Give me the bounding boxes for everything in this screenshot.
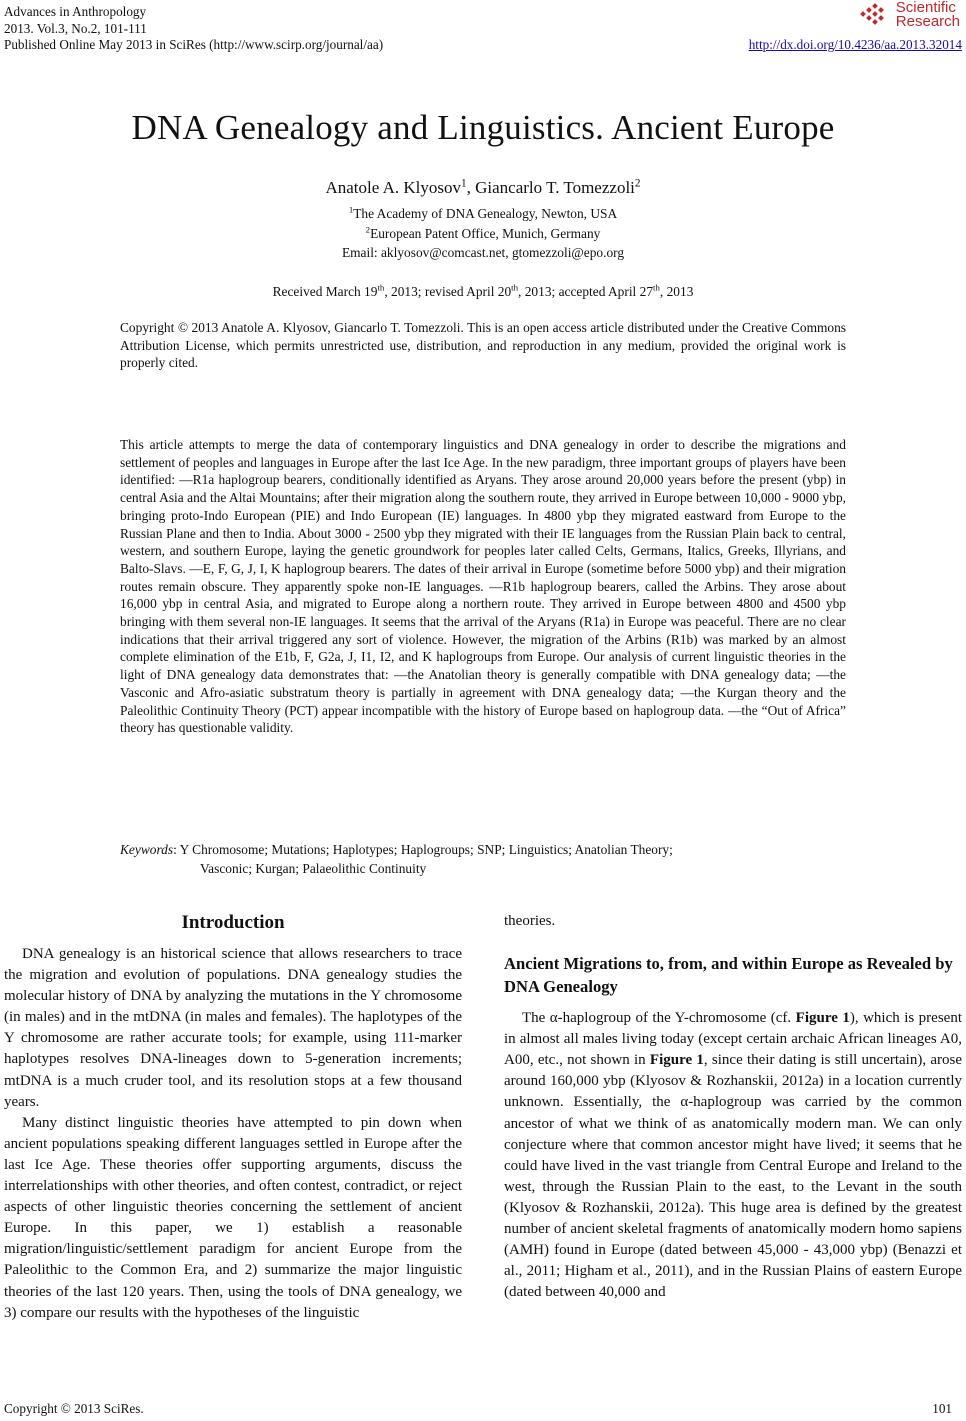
affiliation-2: $^2$European Patent Office, Munich, Germany <box>365 224 601 241</box>
diamond-cluster-icon <box>860 3 890 27</box>
intro-paragraph-1: DNA genealogy is an historical science that allows researchers to trace the migration and evolution of populations. DNA genealogy studies the molecular history of DNA by analyzing the mutations in the Y chromosome (in males) and in the mtDNA (in males and females). The haplotypes of the Y chromosome are rather accurate tools; for example, using 111-marker haplotypes resolves DNA-lineages down to 5-generation increments; mtDNA is a much cruder tool, and its resolution stops at a few thousand years. <box>4 946 462 1110</box>
section-heading-migrations: Ancient Migrations to, from, and within Europe as Revealed by DNA Genealogy <box>504 954 953 997</box>
figure-1-reference-2[interactable]: Figure 1 <box>649 1052 704 1069</box>
page-number: 101 <box>932 1401 952 1416</box>
journal-header <box>4 4 383 54</box>
abstract: This article attempts to merge the data of contemporary linguistics and DNA genealogy in order to describe the migrations and settlement of peoples and languages in Europe after the last Ice Age. In the new paradigm, three important groups of players have been identified: —R1a haplogroup bearers, conditionally identified as Aryans. They arose around 20,000 years before the present (ybp) in central Asia and the Altai Mountains; after their migration along the southern route, they arrived in Europe between 10,000 - 9000 ybp, bringing proto-Indo European (PIE) and Indo European (IE) languages. In 4800 ybp they migrated eastward from Europe to the Russian Plane and then to India. About 3000 - 2500 ybp they migrated with their IE languages from the Russian Plain back to central, western, and southern Europe, laying the genetic groundwork for peoples later called Celts, Germans, Italics, Greeks, Illyrians, and Balto-Slavs. —E, F, G, J, I, K haplogroup bearers. The dates of their arrival in Europe (sometime before 5000 ybp) and their migration routes remain obscure. They apparently spoke non-IE languages. —R1b haplogroup bearers, called the Arbins. They arose about 16,000 ybp in central Asia, and migrated to Europe along a northern route. They arrived in Europe between 4800 and 4500 ybp bringing with them several non-IE languages. It seems that the arrival of the Aryans (R1a) in Europe was peaceful. There are no clear indications that their arrival triggered any sort of violence. However, the migration of the Arbins (R1b) was marked by an almost complete elimination of the E1b, F, G2a, J, I1, I2, and K haplogroups from Europe. Our analysis of current linguistic theories in the light of DNA genealogy data demonstrates that: —the Anatolian theory is generally compatible with DNA genealogy data; —the Vasconic and Afro-asiatic substratum theory is partially in agreement with DNA genealogy data; —the Kurgan theory and the Paleolithic Continuity Theory (PCT) appear incompatible with the history of Europe based on haplogroup data. —the “Out of Africa” theory has questionable validity. <box>120 437 846 736</box>
author-1: Anatole A. Klyosov <box>325 178 461 197</box>
intro-paragraph-2: Many distinct linguistic theories have attempted to pin down when ancient populations speaking different languages settled in Europe after the last Ice Age. These theories offer supporting arguments, discuss the interrelationships with other theories, and often contest, contradict, or reject aspects of other linguistic theories concerning the settlement of ancient Europe. In this paper, we 1) establish a reasonable migration/linguistic/settlement paradigm for ancient Europe from the Paleolithic to the Common Era, and 2) summarize the major linguistic theories of the last 120 years. Then, using the tools of DNA genealogy, we 3) compare our results with the hypotheses of the linguistic <box>4 1114 462 1321</box>
journal-name: Advances in Anthropology <box>4 4 147 19</box>
journal-published-line: Published Online May 2013 in SciRes (http://www.scirp.org/journal/aa) <box>4 37 384 52</box>
intro-continued: theories. <box>504 913 556 929</box>
scientific-research-logo <box>860 1 960 29</box>
journal-volume: 2013. Vol.3, No.2, 101-111 <box>4 20 147 36</box>
keywords: Keywords: Y Chromosome; Mutations; Haplotypes; Haplogroups; SNP; Linguistics; Anatolian Theory; Vasconic; Kurgan; Palaeolithic Continuity <box>120 842 673 876</box>
figure-1-reference[interactable]: Figure 1 <box>795 1010 850 1027</box>
received-dates: Received March 19th, 2013; revised April 20th, 2013; accepted April 27th, 2013 <box>272 282 694 299</box>
author-email: Email: aklyosov@comcast.net, gtomezzoli@epo.org <box>341 245 625 260</box>
right-column <box>504 911 962 1303</box>
keywords-label: Keywords <box>120 842 174 857</box>
footer-copyright: Copyright © 2013 SciRes. <box>4 1401 144 1416</box>
introduction-heading: Introduction <box>181 912 285 933</box>
doi-link[interactable]: http://dx.doi.org/10.4236/aa.2013.32014 <box>748 37 962 52</box>
section2-paragraph: The α-haplogroup of the Y-chromosome (cf. Figure 1), which is present in almost all males living today (except certain archaic African lineages A0, A00, etc., not shown in Figure 1, since their dating is still uncertain), arose around 160,000 ybp (Klyosov & Rozhanskii, 2012a) in a location currently unknown. Essentially, the α-haplogroup was carried by the common ancestor of what we think of as anatomically modern man. We can only conjecture where that common ancestor might have lived; it seems that he could have lived in the vast triangle from Central Europe and Ireland to the west, through the Russian Plain to the east, to the Levant in the south (Klyosov & Rozhanskii, 2012a). This huge area is defined by the greatest number of ancient skeletal fragments of anatomically modern homo sapiens (AMH) found in Europe (dated between 45,000 - 43,000 ybp) (Benazzi et al., 2011; Higham et al., 2011), and in the Russian Plains of eastern Europe (dated between 40,000 and <box>504 1010 963 1301</box>
paper-title: DNA Genealogy and Linguistics. Ancient Europe <box>131 108 835 147</box>
author-2: Giancarlo T. Tomezzoli <box>475 178 635 197</box>
affiliation-1: $^1$The Academy of DNA Genealogy, Newton, USA <box>348 204 618 221</box>
logo-text: Scientific Research <box>895 0 960 30</box>
left-column <box>4 911 462 1324</box>
author-list: Anatole A. Klyosov$^1$, Giancarlo T. Tomezzoli$^2$ <box>325 177 641 197</box>
copyright-notice: Copyright © 2013 Anatole A. Klyosov, Giancarlo T. Tomezzoli. This is an open access article distributed under the Creative Commons Attribution License, which permits unrestricted use, distribution, and reproduction in any medium, provided the original work is properly cited. <box>120 320 846 371</box>
